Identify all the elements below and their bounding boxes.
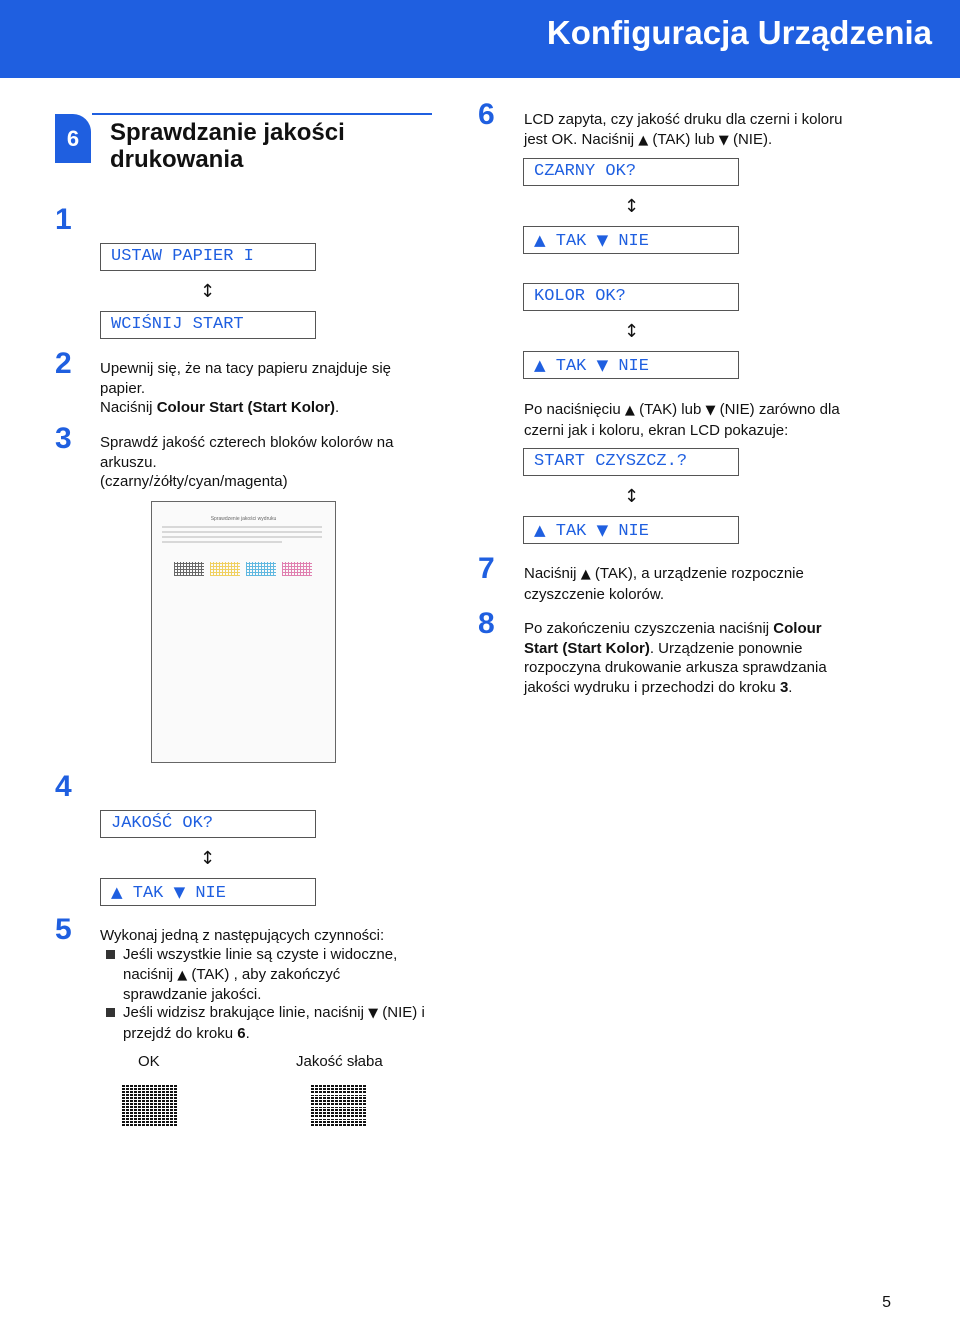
section-rule: [92, 113, 432, 115]
lcd-display: START CZYSZCZ.?: [523, 448, 739, 476]
triangle-up-icon: ▲: [624, 403, 635, 418]
updown-arrow-icon: ↕: [624, 486, 640, 507]
lcd-display: KOLOR OK?: [523, 283, 739, 311]
lcd-display: CZARNY OK?: [523, 158, 739, 186]
section-number: 6: [55, 114, 91, 163]
triangle-up-icon: ▲: [534, 231, 546, 249]
print-quality-check-sheet: [151, 501, 336, 763]
lcd-display: ▲ TAK ▼ NIE: [523, 516, 739, 544]
lcd-display: WCIŚNIJ START: [100, 311, 316, 339]
step-number-5: 5: [55, 913, 72, 946]
step-intro: Wykonaj jedną z następujących czynności:: [100, 927, 385, 944]
step-number-7: 7: [478, 552, 495, 585]
ok-label: OK: [138, 1053, 160, 1070]
updown-arrow-icon: ↕: [200, 848, 216, 869]
page-header-title: Konfiguracja Urządzenia: [546, 14, 932, 51]
updown-arrow-icon: ↕: [624, 321, 640, 342]
poor-quality-pattern: [311, 1085, 367, 1127]
triangle-up-icon: ▲: [580, 567, 591, 582]
triangle-down-icon: ▼: [596, 231, 609, 249]
black-block: [174, 562, 204, 576]
square-bullet-icon: [106, 950, 115, 959]
step-text: Sprawdź jakość czterech bloków kolorów na arkuszu. (czarny/żółty/cyan/magenta): [100, 434, 394, 490]
step-number-3: 3: [55, 422, 72, 455]
step-text: Upewnij się, że na tacy papieru znajduje się papier. Naciśnij Colour Start (Start Kolor).: [100, 360, 391, 416]
bullet-item: Jeśli widzisz brakujące linie, naciśnij ▼ (NIE) i przejdź do kroku 6.: [123, 1004, 425, 1042]
lcd-display: ▲ TAK ▼ NIE: [100, 878, 316, 906]
triangle-down-icon: ▼: [596, 521, 609, 539]
yellow-block: [210, 562, 240, 576]
step-number-8: 8: [478, 607, 495, 640]
step-text: LCD zapyta, czy jakość druku dla czerni i koloru jest OK. Naciśnij ▲ (TAK) lub ▼ (NIE).: [524, 111, 843, 148]
triangle-up-icon: ▲: [534, 356, 546, 374]
sheet-title: Sprawdzenie jakości wydruku: [210, 516, 277, 522]
lcd-display: ▲ TAK ▼ NIE: [523, 226, 739, 254]
step-number-4: 4: [55, 770, 72, 803]
step-text: Po zakończeniu czyszczenia naciśnij Colour Start (Start Kolor). Urządzenie ponownie rozpoczyna drukowanie arkusza sprawdzania jakości wydruku i przechodzi do kroku 3.: [524, 620, 827, 696]
triangle-down-icon: ▼: [368, 1006, 379, 1021]
triangle-down-icon: ▼: [173, 883, 186, 901]
lcd-display: ▲ TAK ▼ NIE: [523, 351, 739, 379]
bullet-item: Jeśli wszystkie linie są czyste i widoczne, naciśnij ▲ (TAK) , aby zakończyć sprawdzanie jakości.: [123, 946, 398, 1003]
triangle-down-icon: ▼: [705, 403, 716, 418]
updown-arrow-icon: ↕: [200, 281, 216, 302]
triangle-up-icon: ▲: [638, 132, 649, 148]
lcd-display: JAKOŚĆ OK?: [100, 810, 316, 838]
triangle-up-icon: ▲: [111, 883, 123, 901]
updown-arrow-icon: ↕: [624, 196, 640, 217]
poor-quality-label: Jakość słaba: [296, 1053, 383, 1070]
step-number-6: 6: [478, 98, 495, 131]
step-text: Naciśnij ▲ (TAK), a urządzenie rozpocznie czyszczenie kolorów.: [524, 565, 804, 603]
ok-pattern: [122, 1085, 178, 1127]
triangle-down-icon: ▼: [718, 132, 729, 148]
magenta-block: [282, 562, 312, 576]
square-bullet-icon: [106, 1008, 115, 1017]
triangle-up-icon: ▲: [534, 521, 546, 539]
step-number-2: 2: [55, 347, 72, 380]
cyan-block: [246, 562, 276, 576]
page-number: 5: [882, 1294, 891, 1311]
triangle-down-icon: ▼: [596, 356, 609, 374]
lcd-display: USTAW PAPIER I: [100, 243, 316, 271]
triangle-up-icon: ▲: [177, 967, 188, 983]
step-text: Po naciśnięciu ▲ (TAK) lub ▼ (NIE) zarówno dla czerni jak i koloru, ekran LCD pokazuje:: [524, 401, 840, 439]
section-title: Sprawdzanie jakości drukowania: [110, 119, 345, 173]
step-number-1: 1: [55, 203, 72, 236]
